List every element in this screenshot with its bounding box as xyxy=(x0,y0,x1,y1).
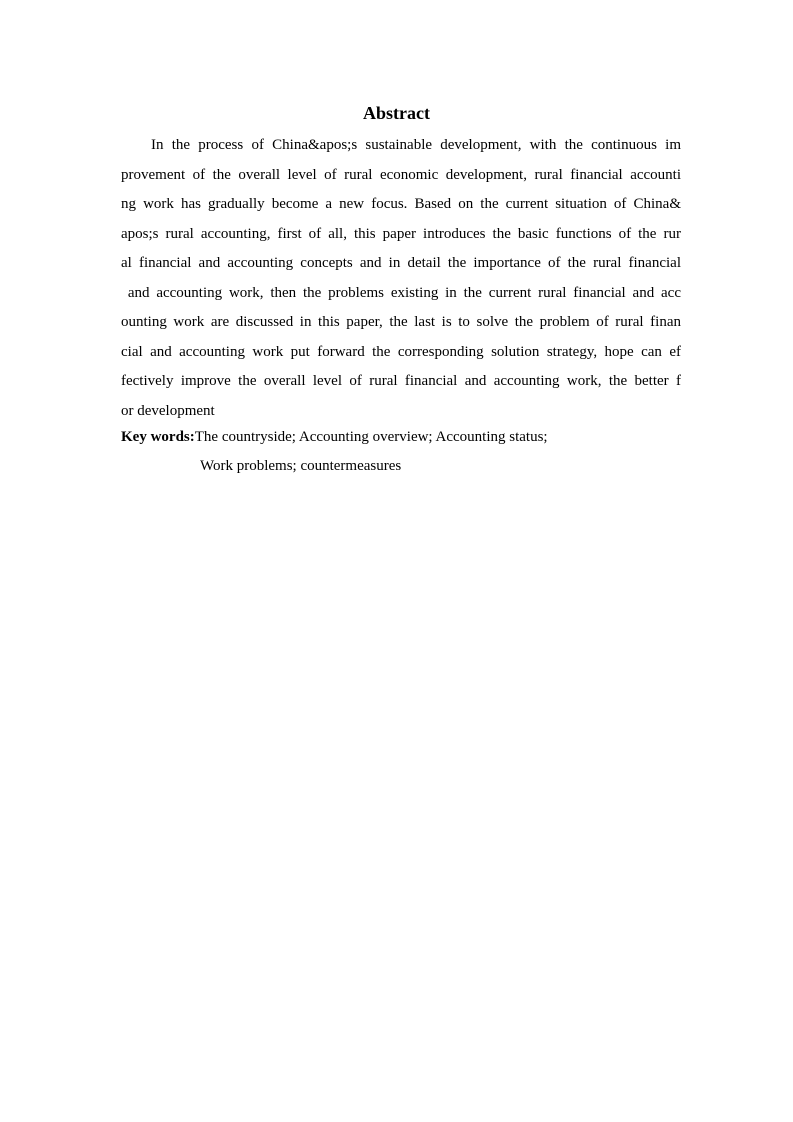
abstract-line: cial and accounting work put forward the corresponding solution strategy, hope can ef xyxy=(121,343,681,360)
keywords-line-2: Work problems; countermeasures xyxy=(200,458,402,474)
abstract-line: apos;s rural accounting, first of all, this paper introduces the basic functions of the rur xyxy=(121,225,681,242)
keywords xyxy=(121,423,548,452)
abstract-line: ng work has gradually become a new focus. Based on the current situation of China& xyxy=(121,196,681,212)
keywords-label: Key words: xyxy=(121,429,195,445)
abstract-line: or development xyxy=(121,402,215,419)
abstract-line: fectively improve the overall level of rural financial and accounting work, the better f xyxy=(121,373,681,389)
abstract-line: al financial and accounting concepts and in detail the importance of the rural financial xyxy=(121,255,681,271)
abstract-line: ounting work are discussed in this paper, the last is to solve the problem of rural finan xyxy=(121,314,681,330)
keywords-line-1: The countryside; Accounting overview; Accounting status; xyxy=(194,429,548,445)
abstract-title: Abstract xyxy=(363,103,430,123)
abstract-line: and accounting work, then the problems existing in the current rural financial and acc xyxy=(121,284,681,301)
abstract-line: provement of the overall level of rural economic development, rural financial accounti xyxy=(121,166,681,183)
abstract-line: In the process of China&apos;s sustainable development, with the continuous im xyxy=(151,137,681,153)
abstract-body xyxy=(121,131,681,426)
